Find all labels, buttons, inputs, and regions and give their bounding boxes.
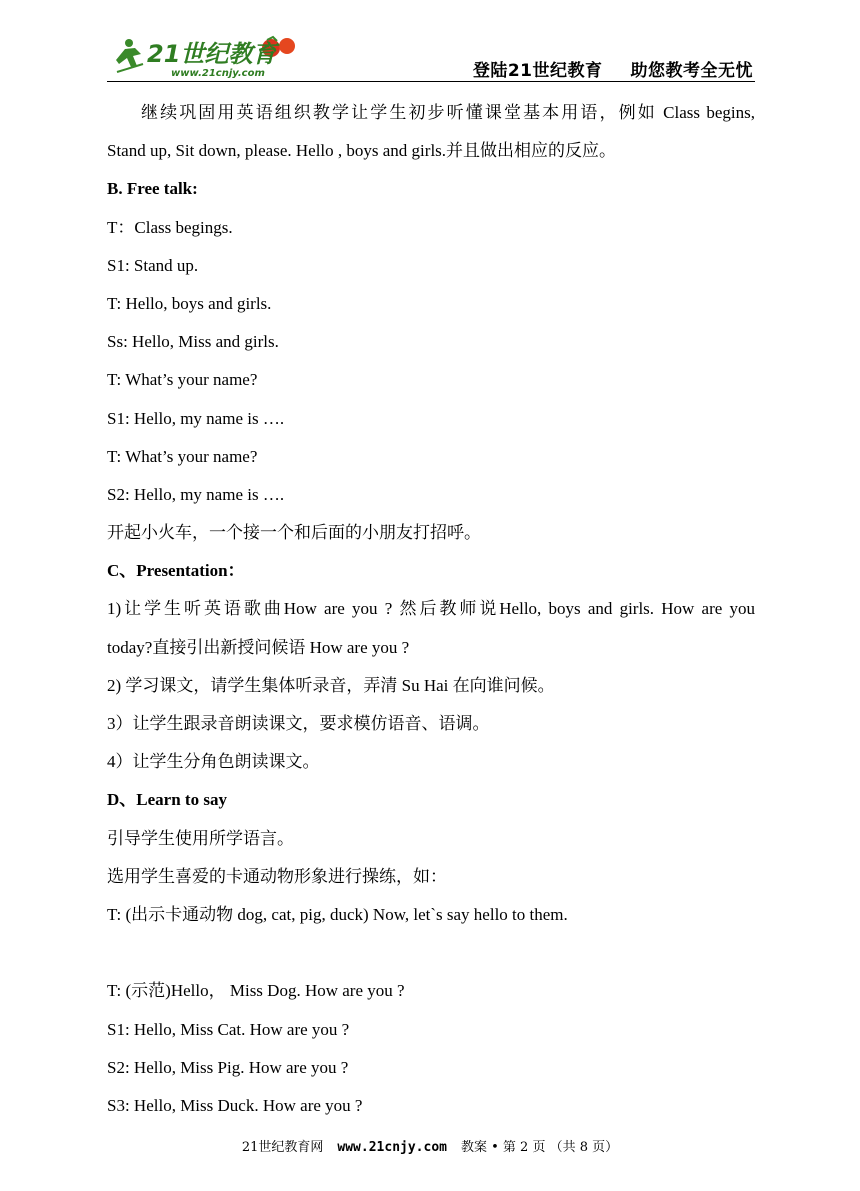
dialogue-line: Ss: Hello, Miss and girls. [107,332,279,352]
logo-text: 21世纪教育 [147,40,277,68]
paragraph-line: 2) 学习课文，请学生集体听录音，弄清 Su Hai 在向谁问候。 [107,675,555,695]
paragraph-line: 引导学生使用所学语言。 [107,828,294,848]
paragraph-line: 开起小火车，一个接一个和后面的小朋友打招呼。 [107,523,481,543]
dialogue-line: S2: Hello, Miss Pig. How are you ? [107,1057,349,1077]
dialogue-line: S1: Hello, Miss Cat. How are you ? [107,1019,350,1039]
dialogue-line: T: What’s your name? [107,370,258,390]
paragraph-line: 选用学生喜爱的卡通动物形象进行操练，如： [107,866,447,886]
header-slogan-left: 登陆21世纪教育 [472,61,603,81]
dialogue-line: S1: Stand up. [107,255,199,275]
dialogue-line: S2: Hello, my name is …. [107,484,285,504]
dialogue-line: S1: Hello, my name is …. [107,408,285,428]
section-heading-presentation: C、Presentation： [107,561,245,581]
paragraph-line: 4）让学生分角色朗读课文。 [107,752,320,772]
paragraph-line: Stand up, Sit down, please. Hello , boys and girls.并且做出相应的反应。 [107,141,617,161]
header-slogan-right: 助您教考全无忧 [630,61,753,81]
page-header [107,32,755,82]
section-heading-free-talk: B. Free talk: [107,179,198,199]
paragraph-line: 3）让学生跟录音朗读课文，要求模仿语音、语调。 [107,714,490,733]
header-slogan [473,56,753,81]
blank-line [107,934,755,972]
footer-site-link[interactable]: www.21cnjy.com [337,1140,447,1155]
paragraph-line: today?直接引出新授问候语 How are you ? [107,637,410,657]
paragraph-line: 1)让学生听英语歌曲How are you ? 然后教师说Hello, boys and girls. How are you [107,599,755,619]
header-divider [107,81,755,82]
footer-page-info: 教案 • 第 2 页 （共 8 页） [460,1140,619,1155]
site-logo [111,34,311,80]
document-body [107,94,755,1125]
footer-left: 21世纪教育网 [241,1140,324,1155]
logo-url: www.21cnjy.com [171,68,265,79]
page-footer [0,1136,860,1155]
section-heading-learn-to-say: D、Learn to say [107,790,227,810]
running-figure-logo-icon [111,34,311,80]
dialogue-line: T: Hello, boys and girls. [107,293,272,313]
dialogue-line: T: (示范)Hello， Miss Dog. How are you ? [107,981,405,1001]
dialogue-line: T: What’s your name? [107,446,258,466]
paragraph-line: T: (出示卡通动物 dog, cat, pig, duck) Now, let`s say hello to them. [107,904,568,924]
paragraph-line: 继续巩固用英语组织教学让学生初步听懂课堂基本用语，例如 Class begins, [141,103,755,122]
dialogue-line: T：Class begings. [107,217,233,237]
dialogue-line: S3: Hello, Miss Duck. How are you ? [107,1095,363,1115]
